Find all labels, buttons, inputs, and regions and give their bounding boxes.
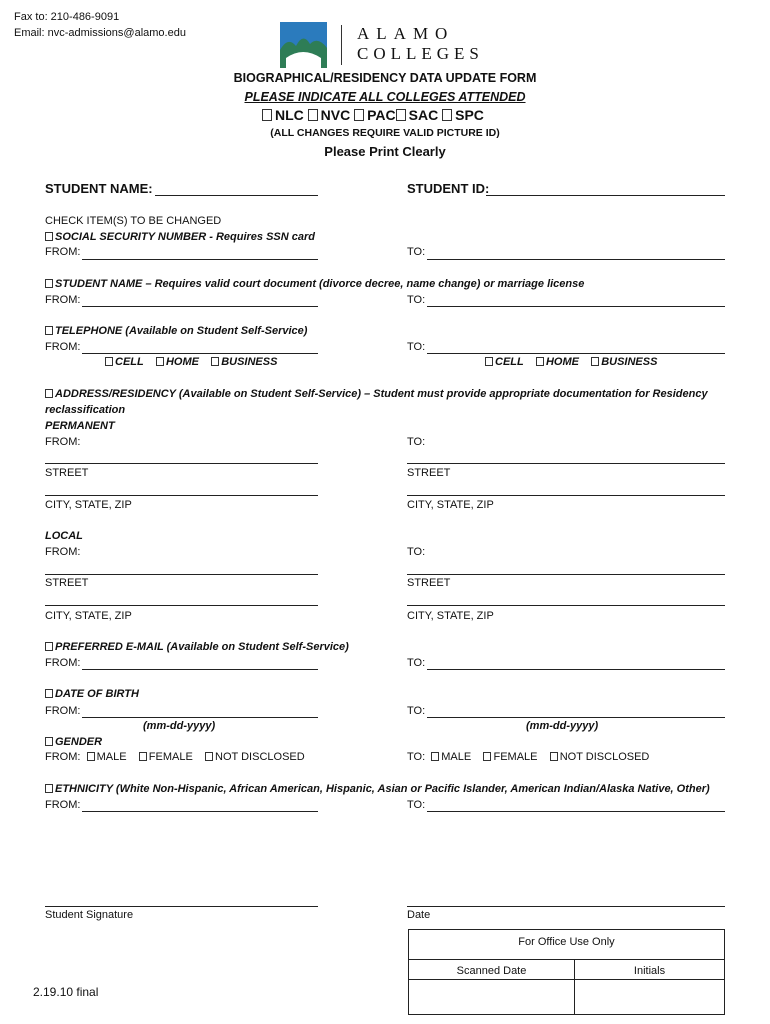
gender-section-title: GENDER — [45, 736, 102, 748]
name-to-field[interactable] — [427, 306, 725, 307]
phone-from-types: CELL HOME BUSINESS — [105, 356, 277, 368]
address-section-title: ADDRESS/RESIDENCY (Available on Student Self-Service) – Student must provide appropriate documentation for Residency — [45, 388, 708, 400]
sac-checkbox[interactable] — [396, 109, 406, 121]
to-not-disclosed-checkbox[interactable] — [550, 752, 558, 761]
office-use-box — [408, 929, 725, 1015]
form-version: 2.19.10 final — [33, 985, 99, 999]
local-to-label: TO: — [407, 546, 426, 558]
local-from-city-field[interactable] — [45, 605, 318, 606]
phone-from-field[interactable] — [82, 353, 318, 354]
initials-label: Initials — [633, 965, 666, 977]
permanent-from-city-label: CITY, STATE, ZIP — [45, 499, 132, 511]
student-name-label: STUDENT NAME: — [45, 181, 153, 196]
to-home-checkbox[interactable] — [536, 357, 544, 366]
email-checkbox[interactable] — [45, 642, 53, 651]
name-section-title: STUDENT NAME – Requires valid court document (divorce decree, name change) or marriage license — [45, 278, 584, 290]
scanned-date-field[interactable] — [410, 980, 573, 1014]
gender-to-options: TO: MALE FEMALE NOT DISCLOSED — [407, 751, 650, 763]
from-home-checkbox[interactable] — [156, 357, 164, 366]
college-spc[interactable]: SPC — [442, 107, 484, 123]
gender-from-options: FROM: MALE FEMALE NOT DISCLOSED — [45, 751, 305, 763]
local-to-street-field[interactable] — [407, 574, 725, 575]
dob-checkbox[interactable] — [45, 689, 53, 698]
permanent-label: PERMANENT — [45, 420, 115, 432]
from-not-disclosed-checkbox[interactable] — [205, 752, 213, 761]
gender-checkbox[interactable] — [45, 737, 53, 746]
nlc-checkbox[interactable] — [262, 109, 272, 121]
college-nlc[interactable]: NLC — [262, 107, 304, 123]
dob-from-format: (mm-dd-yyyy) — [143, 720, 216, 732]
address-checkbox[interactable] — [45, 389, 53, 398]
email-to-label: TO: — [407, 657, 426, 669]
dob-from-field[interactable] — [82, 717, 318, 718]
email-section-title: PREFERRED E-MAIL (Available on Student Self-Service) — [45, 641, 349, 653]
check-items-label: CHECK ITEM(S) TO BE CHANGED — [45, 215, 222, 227]
local-from-street-label: STREET — [45, 577, 89, 589]
permanent-to-city-field[interactable] — [407, 495, 725, 496]
date-field[interactable] — [407, 906, 725, 907]
name-from-field[interactable] — [82, 306, 318, 307]
from-business-checkbox[interactable] — [211, 357, 219, 366]
form-subtitle: PLEASE INDICATE ALL COLLEGES ATTENDED — [244, 90, 526, 104]
college-sac[interactable]: SAC — [396, 107, 439, 123]
office-use-title: For Office Use Only — [518, 936, 615, 948]
local-from-city-label: CITY, STATE, ZIP — [45, 610, 132, 622]
ssn-to-label: TO: — [407, 246, 426, 258]
local-to-street-label: STREET — [407, 577, 451, 589]
ethnicity-from-field[interactable] — [82, 811, 318, 812]
dob-section-title: DATE OF BIRTH — [45, 688, 139, 700]
permanent-to-label: TO: — [407, 436, 426, 448]
date-label: Date — [407, 909, 431, 921]
phone-from-label: FROM: — [45, 341, 81, 353]
local-from-street-field[interactable] — [45, 574, 318, 575]
dob-to-format: (mm-dd-yyyy) — [526, 720, 599, 732]
ssn-from-label: FROM: — [45, 246, 81, 258]
phone-to-field[interactable] — [427, 353, 725, 354]
nvc-checkbox[interactable] — [308, 109, 318, 121]
dob-to-label: TO: — [407, 705, 426, 717]
to-cell-checkbox[interactable] — [485, 357, 493, 366]
contact-email: Email: nvc-admissions@alamo.edu — [14, 27, 186, 39]
ssn-checkbox[interactable] — [45, 232, 53, 241]
student-id-field[interactable] — [486, 195, 725, 196]
college-options — [262, 107, 484, 123]
ethnicity-to-field[interactable] — [427, 811, 725, 812]
local-to-city-field[interactable] — [407, 605, 725, 606]
name-to-label: TO: — [407, 294, 426, 306]
phone-to-label: TO: — [407, 341, 426, 353]
picture-id-note: (ALL CHANGES REQUIRE VALID PICTURE ID) — [270, 127, 500, 139]
logo-divider — [341, 25, 342, 65]
logo-text-colleges: COLLEGES — [357, 44, 484, 63]
phone-section-title: TELEPHONE (Available on Student Self-Service) — [45, 325, 307, 337]
name-from-label: FROM: — [45, 294, 81, 306]
form-title: BIOGRAPHICAL/RESIDENCY DATA UPDATE FORM — [233, 71, 537, 85]
fax-number: Fax to: 210-486-9091 — [14, 11, 120, 23]
email-to-field[interactable] — [427, 669, 725, 670]
student-name-field[interactable] — [155, 195, 318, 196]
local-label: LOCAL — [45, 530, 83, 542]
ethnicity-section-title: ETHNICITY (White Non-Hispanic, African American, Hispanic, Asian or Pacific Islander, American Indian/Alaska Native, Other) — [45, 783, 710, 795]
email-from-label: FROM: — [45, 657, 81, 669]
ethnicity-from-label: FROM: — [45, 799, 81, 811]
spc-checkbox[interactable] — [442, 109, 452, 121]
office-use-divider — [409, 959, 724, 960]
from-female-checkbox[interactable] — [139, 752, 147, 761]
local-from-label: FROM: — [45, 546, 81, 558]
pac-checkbox[interactable] — [354, 109, 364, 121]
logo-text-alamo: ALAMO — [357, 24, 455, 43]
name-change-checkbox[interactable] — [45, 279, 53, 288]
permanent-from-street-label: STREET — [45, 467, 89, 479]
address-section-title-cont: reclassification — [45, 404, 126, 416]
permanent-from-label: FROM: — [45, 436, 81, 448]
ssn-from-field[interactable] — [82, 259, 318, 260]
ssn-section-title: SOCIAL SECURITY NUMBER - Requires SSN card — [45, 231, 315, 243]
phone-checkbox[interactable] — [45, 326, 53, 335]
local-to-city-label: CITY, STATE, ZIP — [407, 610, 494, 622]
initials-field[interactable] — [576, 980, 723, 1014]
student-id-label: STUDENT ID: — [407, 181, 490, 196]
college-nvc[interactable]: NVC — [308, 107, 351, 123]
permanent-from-city-field[interactable] — [45, 495, 318, 496]
phone-to-types: CELL HOME BUSINESS — [485, 356, 657, 368]
signature-field[interactable] — [45, 906, 318, 907]
alamo-logo-icon — [280, 22, 327, 68]
permanent-to-city-label: CITY, STATE, ZIP — [407, 499, 494, 511]
signature-label: Student Signature — [45, 909, 134, 921]
to-business-checkbox[interactable] — [591, 357, 599, 366]
permanent-to-street-label: STREET — [407, 467, 451, 479]
to-female-checkbox[interactable] — [483, 752, 491, 761]
dob-to-field[interactable] — [427, 717, 725, 718]
from-male-checkbox[interactable] — [87, 752, 95, 761]
permanent-to-street-field[interactable] — [407, 463, 725, 464]
scanned-date-label: Scanned Date — [456, 965, 527, 977]
ethnicity-checkbox[interactable] — [45, 784, 53, 793]
email-from-field[interactable] — [82, 669, 318, 670]
college-pac[interactable]: PAC — [354, 107, 396, 123]
ethnicity-to-label: TO: — [407, 799, 426, 811]
ssn-to-field[interactable] — [427, 259, 725, 260]
from-cell-checkbox[interactable] — [105, 357, 113, 366]
permanent-from-street-field[interactable] — [45, 463, 318, 464]
print-clearly-note: Please Print Clearly — [324, 144, 446, 159]
to-male-checkbox[interactable] — [431, 752, 439, 761]
dob-from-label: FROM: — [45, 705, 81, 717]
